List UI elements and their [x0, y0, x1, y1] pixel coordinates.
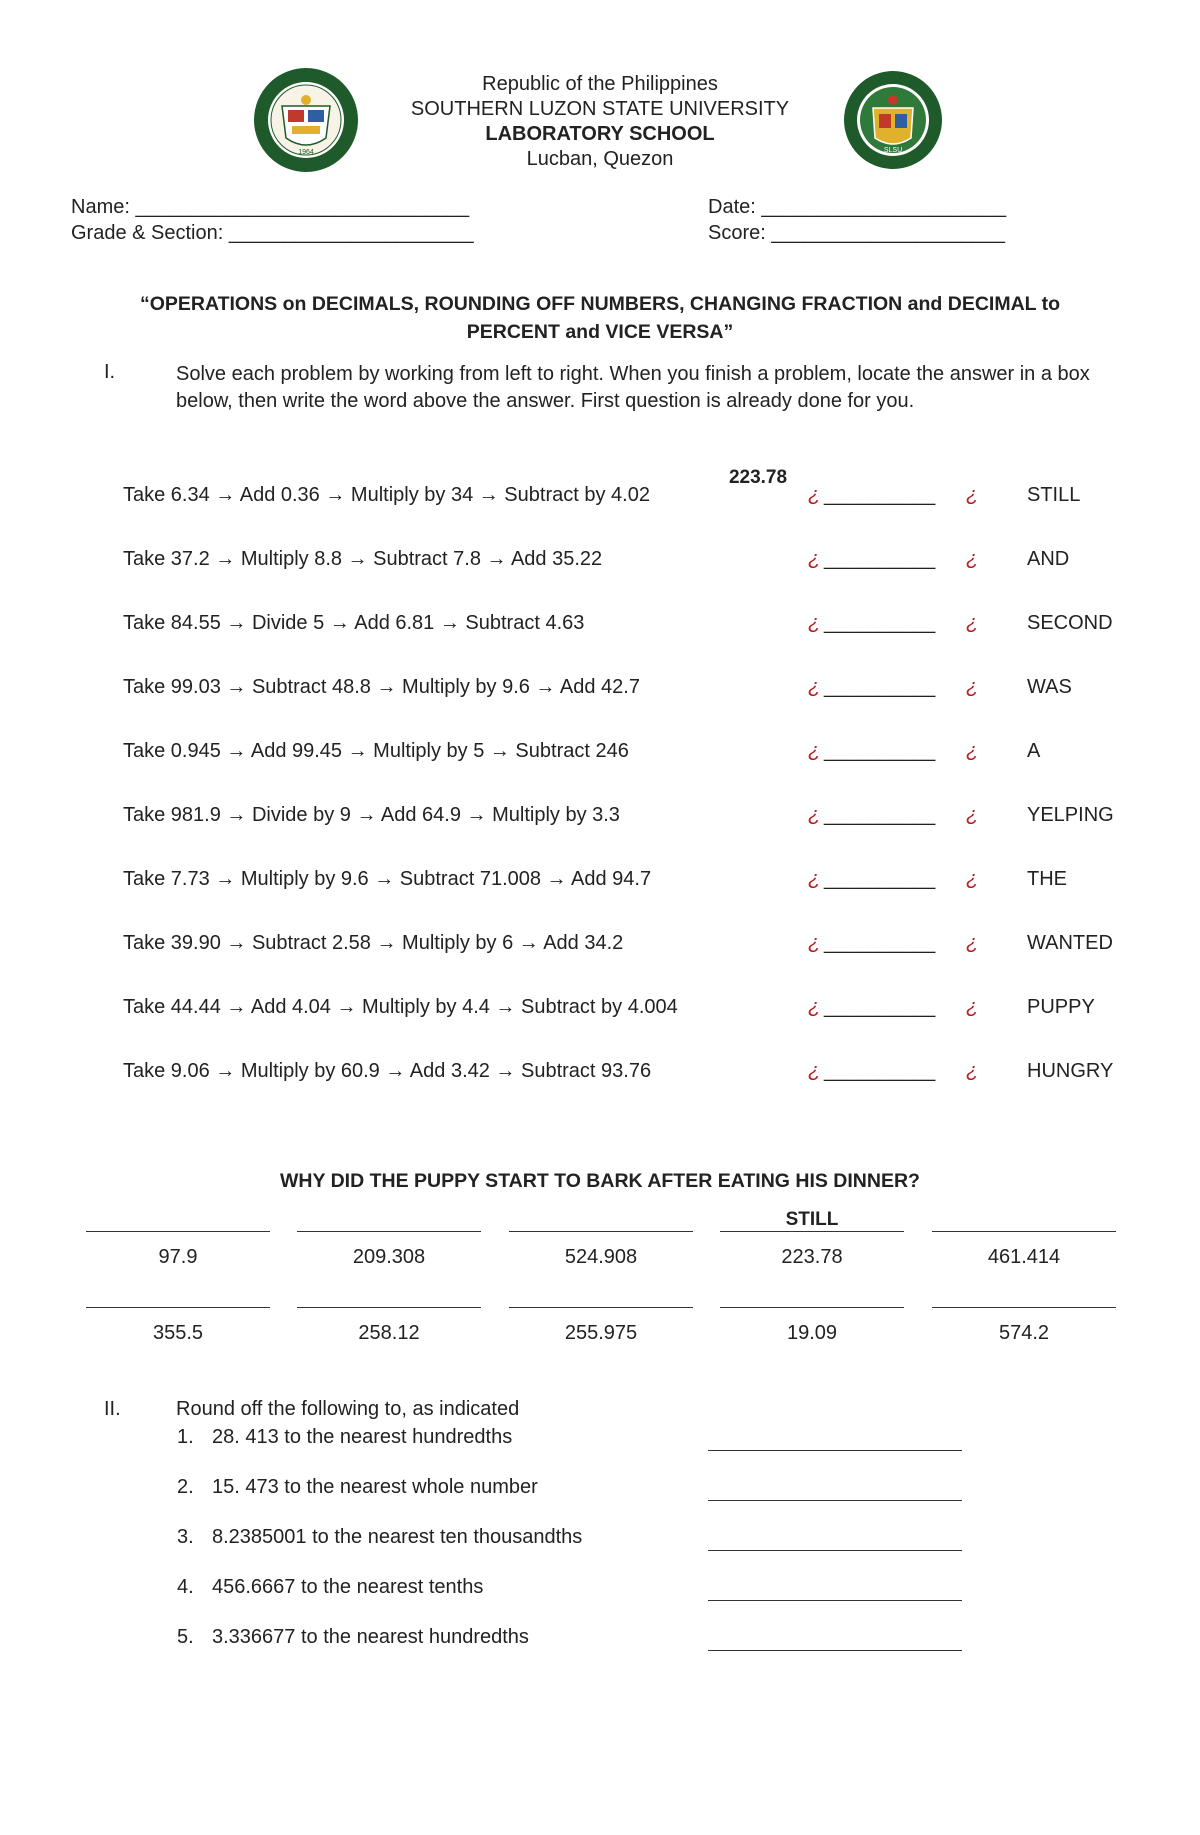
problem-text: Take 0.945 → Add 99.45 → Multiply by 5 → Subtract 246	[123, 740, 629, 762]
problem-row	[0, 868, 1200, 898]
problem-row	[0, 484, 1200, 514]
marker-left: ¿	[808, 868, 821, 890]
answer-blank[interactable]	[708, 1476, 962, 1501]
answer-blank[interactable]: __________	[824, 612, 936, 634]
header-school: LABORATORY SCHOOL	[485, 123, 715, 145]
score-field[interactable]: Score: _____________________	[708, 222, 1005, 244]
title-line-2: PERCENT and VICE VERSA”	[466, 321, 734, 343]
problem-word: HUNGRY	[1027, 1060, 1114, 1082]
problem-text: Take 44.44 → Add 4.04 → Multiply by 4.4 → Subtract by 4.004	[123, 996, 678, 1018]
problem-word: THE	[1027, 868, 1067, 890]
marker-left: ¿	[808, 548, 821, 570]
word-blank[interactable]	[932, 1205, 1116, 1232]
section-2-instructions: Round off the following to, as indicated	[176, 1398, 520, 1420]
marker-left: ¿	[808, 804, 821, 826]
word-blank[interactable]	[720, 1205, 904, 1232]
answer-blank[interactable]: __________	[824, 484, 936, 506]
answer-cell	[720, 1281, 904, 1345]
answer-blank[interactable]: __________	[824, 804, 936, 826]
marker-right: ¿	[966, 484, 979, 506]
word-blank[interactable]	[86, 1281, 270, 1308]
answer-cell	[509, 1205, 693, 1269]
section-2-number: II.	[104, 1398, 121, 1420]
problem-text: Take 981.9 → Divide by 9 → Add 64.9 → Multiply by 3.3	[123, 804, 620, 826]
problem-row	[0, 740, 1200, 770]
marker-right: ¿	[966, 1060, 979, 1082]
word-blank[interactable]	[509, 1281, 693, 1308]
problem-word: A	[1027, 740, 1041, 762]
name-field[interactable]: Name: ______________________________	[71, 196, 470, 218]
header-university: SOUTHERN LUZON STATE UNIVERSITY	[410, 98, 790, 120]
problem-text: Take 7.73 → Multiply by 9.6 → Subtract 71.008 → Add 94.7	[123, 868, 652, 890]
word-blank[interactable]	[720, 1281, 904, 1308]
problem-word: AND	[1027, 548, 1070, 570]
marker-right: ¿	[966, 932, 979, 954]
marker-left: ¿	[808, 1060, 821, 1082]
marker-right: ¿	[966, 676, 979, 698]
item-number: 2.	[177, 1476, 194, 1498]
header-location: Lucban, Quezon	[526, 148, 674, 170]
marker-right: ¿	[966, 868, 979, 890]
answer-blank[interactable]: __________	[824, 868, 936, 890]
item-number: 5.	[177, 1626, 194, 1648]
answer-value: 524.908	[564, 1246, 638, 1268]
answer-cell	[297, 1281, 481, 1345]
item-text: 28. 413 to the nearest hundredths	[212, 1426, 513, 1448]
answer-value: 574.2	[998, 1322, 1050, 1344]
problem-row	[0, 612, 1200, 642]
section-1-number: I.	[104, 361, 116, 383]
school-header	[0, 72, 1200, 172]
answer-blank[interactable]: __________	[824, 996, 936, 1018]
marker-left: ¿	[808, 484, 821, 506]
word-blank[interactable]	[86, 1205, 270, 1232]
marker-right: ¿	[966, 740, 979, 762]
answer-blank[interactable]: __________	[824, 548, 936, 570]
word-blank[interactable]	[932, 1281, 1116, 1308]
given-answer: 223.78	[728, 467, 788, 488]
date-field[interactable]: Date: ______________________	[708, 196, 1007, 218]
answer-value: 97.9	[158, 1246, 198, 1268]
answer-cell	[509, 1281, 693, 1345]
problem-text: Take 37.2 → Multiply 8.8 → Subtract 7.8 → Add 35.22	[123, 548, 603, 570]
marker-right: ¿	[966, 996, 979, 1018]
answer-value: 461.414	[987, 1246, 1061, 1268]
problem-row	[0, 548, 1200, 578]
problem-row	[0, 996, 1200, 1026]
riddle-question: WHY DID THE PUPPY START TO BARK AFTER EATING HIS DINNER?	[280, 1170, 920, 1192]
answer-blank[interactable]: __________	[824, 676, 936, 698]
grade-section-field[interactable]: Grade & Section: ______________________	[71, 222, 474, 244]
item-text: 15. 473 to the nearest whole number	[212, 1476, 538, 1498]
marker-right: ¿	[966, 548, 979, 570]
problem-word: SECOND	[1027, 612, 1113, 634]
marker-right: ¿	[966, 612, 979, 634]
answer-cell	[720, 1205, 904, 1269]
answer-value: 355.5	[152, 1322, 204, 1344]
word-blank[interactable]	[297, 1205, 481, 1232]
answer-blank[interactable]	[708, 1426, 962, 1451]
problem-text: Take 84.55 → Divide 5 → Add 6.81 → Subtract 4.63	[123, 612, 585, 634]
marker-left: ¿	[808, 996, 821, 1018]
marker-left: ¿	[808, 612, 821, 634]
answer-blank[interactable]	[708, 1576, 962, 1601]
seal-year: 1964	[298, 149, 314, 156]
worksheet-title	[60, 290, 1140, 346]
header-republic: Republic of the Philippines	[482, 73, 718, 95]
problem-text: Take 39.90 → Subtract 2.58 → Multiply by 6 → Add 34.2	[123, 932, 624, 954]
problem-text: Take 9.06 → Multiply by 60.9 → Add 3.42 → Subtract 93.76	[123, 1060, 652, 1082]
answer-cell	[932, 1281, 1116, 1345]
problem-row	[0, 1060, 1200, 1090]
problem-word: PUPPY	[1027, 996, 1095, 1018]
item-text: 8.2385001 to the nearest ten thousandths	[212, 1526, 583, 1548]
answer-value: 223.78	[781, 1246, 843, 1268]
section-1-instructions: Solve each problem by working from left to right. When you finish a problem, locate the answer in a box below, then write the word above the answer. First question is already done for you.	[176, 363, 1090, 412]
word-blank[interactable]	[297, 1281, 481, 1308]
answer-cell	[86, 1281, 270, 1345]
problem-word: WANTED	[1027, 932, 1113, 954]
problem-row	[0, 932, 1200, 962]
answer-value: 258.12	[358, 1322, 420, 1344]
problem-text: Take 99.03 → Subtract 48.8 → Multiply by 9.6 → Add 42.7	[123, 676, 640, 698]
marker-right: ¿	[966, 804, 979, 826]
marker-left: ¿	[808, 740, 821, 762]
item-text: 3.336677 to the nearest hundredths	[212, 1626, 529, 1648]
problem-word: STILL	[1027, 484, 1081, 506]
item-number: 4.	[177, 1576, 194, 1598]
answer-cell	[86, 1205, 270, 1269]
problem-row	[0, 804, 1200, 834]
answer-value: 19.09	[786, 1322, 838, 1344]
seal-sub: SLSU	[883, 147, 903, 154]
word-blank-text: STILL	[785, 1209, 839, 1230]
answer-value: 209.308	[352, 1246, 426, 1268]
marker-left: ¿	[808, 676, 821, 698]
item-number: 3.	[177, 1526, 194, 1548]
problem-word: WAS	[1027, 676, 1072, 698]
problem-word: YELPING	[1027, 804, 1114, 826]
problem-text: Take 6.34 → Add 0.36 → Multiply by 34 → Subtract by 4.02	[123, 484, 650, 506]
answer-blank[interactable]: __________	[824, 1060, 936, 1082]
word-blank[interactable]	[509, 1205, 693, 1232]
title-line-1: “OPERATIONS on DECIMALS, ROUNDING OFF NUMBERS, CHANGING FRACTION and DECIMAL to	[139, 293, 1061, 315]
answer-blank[interactable]: __________	[824, 932, 936, 954]
answer-value: 255.975	[564, 1322, 638, 1344]
problem-row	[0, 676, 1200, 706]
answer-blank[interactable]	[708, 1526, 962, 1551]
answer-cell	[932, 1205, 1116, 1269]
answer-cell	[297, 1205, 481, 1269]
answer-blank[interactable]: __________	[824, 740, 936, 762]
item-number: 1.	[177, 1426, 194, 1448]
answer-blank[interactable]	[708, 1626, 962, 1651]
item-text: 456.6667 to the nearest tenths	[212, 1576, 484, 1598]
marker-left: ¿	[808, 932, 821, 954]
